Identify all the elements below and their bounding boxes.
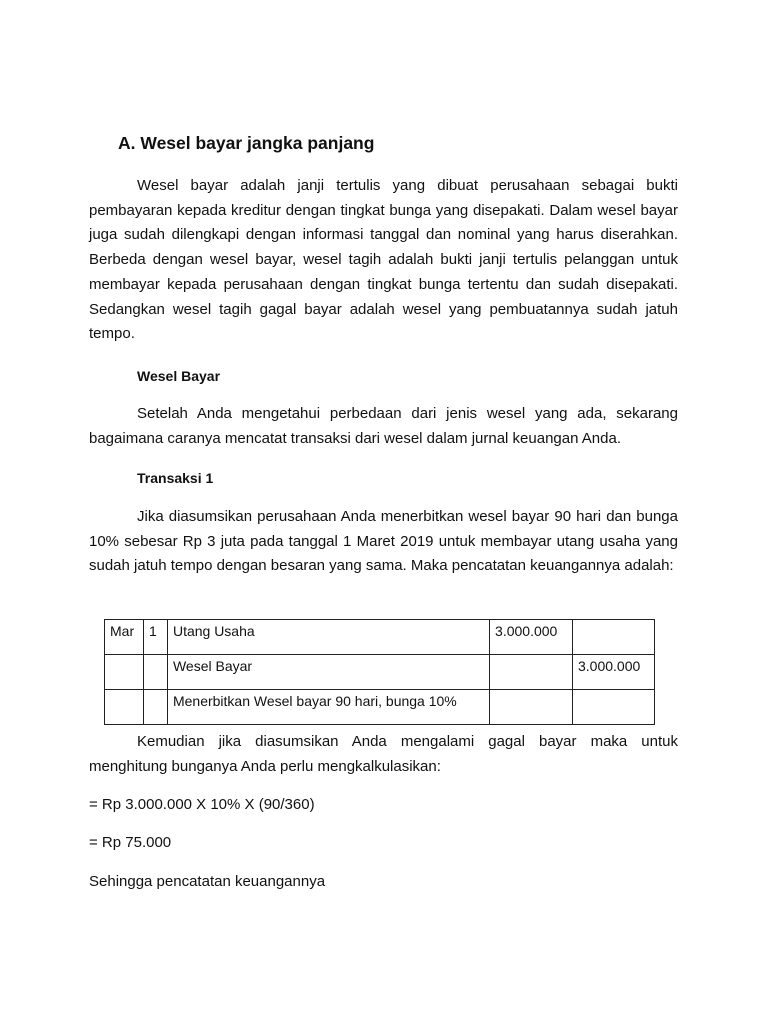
journal-debit-cell: 3.000.000: [490, 620, 573, 655]
journal-day-cell: [143, 690, 167, 725]
journal-month-cell: [105, 690, 144, 725]
journal-debit-cell: [490, 655, 573, 690]
subheading-transaksi-1: Transaksi 1: [137, 470, 214, 486]
table-row: [105, 655, 655, 690]
journal-credit-cell: 3.000.000: [573, 655, 655, 690]
intro-paragraph: Wesel bayar adalah janji tertulis yang dibuat perusahaan sebagai bukti pembayaran kepada kreditur dengan tingkat bunga yang disepakati. Dalam wesel bayar juga sudah dilengkapi dengan informasi tanggal dan nominal yang harus diserahkan. Berbeda dengan wesel bayar, wesel tagih adalah bukti janji tertulis pelanggan untuk membayar kepada perusahaan dengan tingkat bunga tertentu dan sudah disepakati. Sedangkan wesel tagih gagal bayar adalah wesel yang pembuatannya sudah jatuh tempo.: [89, 177, 678, 343]
wesel-paragraph: Setelah Anda mengetahui perbedaan dari jenis wesel yang ada, sekarang bagaimana caranya mencatat transaksi dari wesel dalam jurnal keuangan Anda.: [89, 405, 678, 447]
journal-day-cell: [143, 655, 167, 690]
subheading-wesel-bayar: Wesel Bayar: [137, 368, 221, 384]
journal-credit-cell: [573, 620, 655, 655]
journal-debit-cell: [490, 690, 573, 725]
journal-day-cell: 1: [143, 620, 167, 655]
journal-month-cell: [105, 655, 144, 690]
section-heading: A. Wesel bayar jangka panjang: [118, 133, 375, 153]
journal-account-cell: Utang Usaha: [167, 620, 489, 655]
calculation-line-1: = Rp 3.000.000 X 10% X (90/360): [89, 796, 315, 813]
closing-line: Sehingga pencatatan keuangannya: [89, 873, 326, 890]
calculation-line-2: = Rp 75.000: [89, 834, 172, 851]
journal-table: [104, 619, 655, 725]
journal-account-cell: Wesel Bayar: [167, 655, 489, 690]
gagal-bayar-paragraph: Kemudian jika diasumsikan Anda mengalami gagal bayar maka untuk menghitung bunganya Anda perlu mengkalkulasikan:: [89, 733, 678, 775]
journal-credit-cell: [573, 690, 655, 725]
table-row: [105, 620, 655, 655]
journal-month-cell: Mar: [105, 620, 144, 655]
table-row: [105, 690, 655, 725]
journal-account-cell: Menerbitkan Wesel bayar 90 hari, bunga 10%: [167, 690, 489, 725]
transaksi-paragraph: Jika diasumsikan perusahaan Anda menerbitkan wesel bayar 90 hari dan bunga 10% sebesar Rp 3 juta pada tanggal 1 Maret 2019 untuk membayar utang usaha yang sudah jatuh tempo dengan besaran yang sama. Maka pencatatan keuangannya adalah:: [89, 508, 678, 575]
